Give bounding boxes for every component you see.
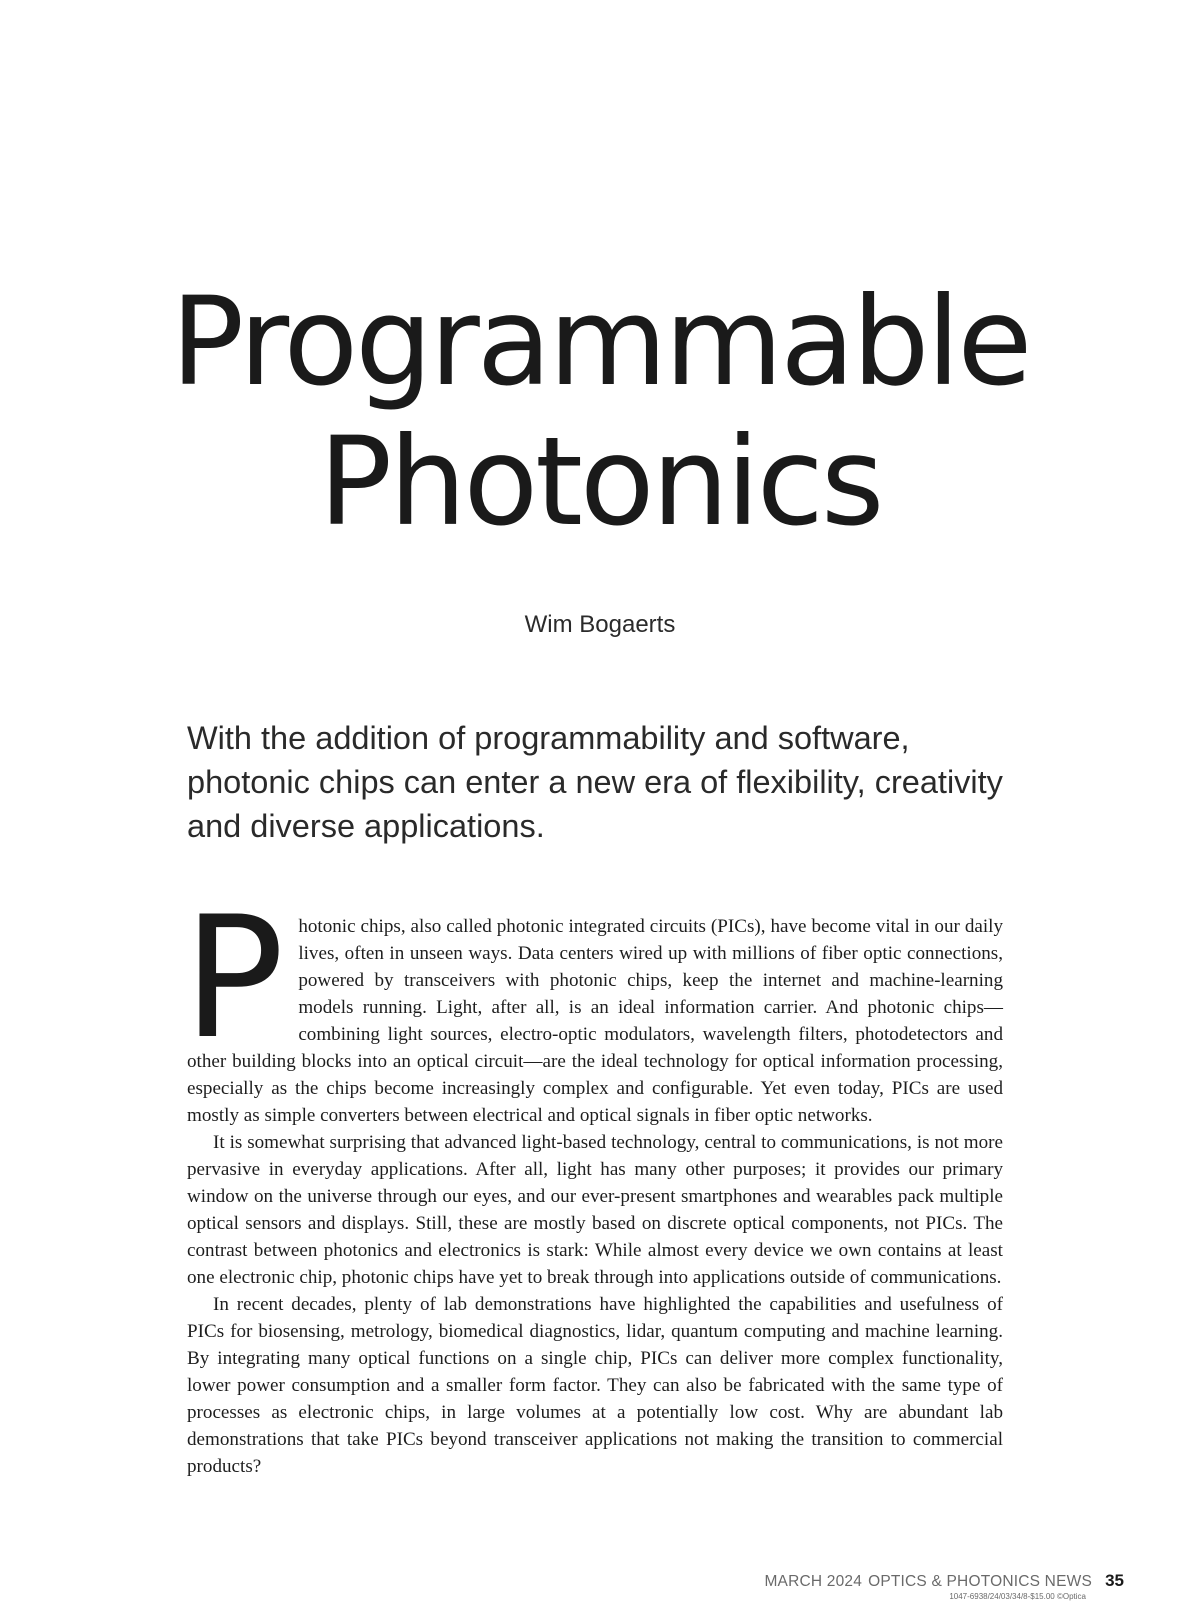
issn-line: 1047-6938/24/03/34/8-$15.00 ©Optica bbox=[949, 1592, 1086, 1601]
paragraph-2: It is somewhat surprising that advanced light-based technology, central to communications, is not more pervasive in everyday applications. After all, light has many other purposes; it provides our primary window on the universe through our eyes, and our ever-present smartphones and wearables pack multiple optical sensors and displays. Still, these are mostly based on discrete optical components, not PICs. The contrast between photonics and electronics is stark: While almost every device we own contains at least one electronic chip, photonic chips have yet to break through into applications outside of communications. bbox=[187, 1132, 1003, 1288]
article-title bbox=[0, 272, 1200, 552]
drop-cap: P bbox=[183, 880, 285, 1076]
paragraph-3: In recent decades, plenty of lab demonstrations have highlighted the capabilities and usefulness of PICs for biosensing, metrology, biomedical diagnostics, lidar, quantum computing and machine learning. By integrating many optical functions on a single chip, PICs can deliver more complex functionality, lower power consumption and a smaller form factor. They can also be fabricated with the same type of processes as electronic chips, in large volumes at a potentially low cost. Why are abundant lab demonstrations that take PICs beyond transceiver applications not making the transition to commercial products? bbox=[187, 1294, 1003, 1477]
paragraph-1 bbox=[183, 880, 1003, 1129]
page-number: 35 bbox=[1105, 1571, 1124, 1590]
author-byline: Wim Bogaerts bbox=[524, 611, 676, 638]
article-body bbox=[183, 880, 1003, 1480]
article-dek: With the addition of programmability and software, photonic chips can enter a new era of flexibility, creativity and diverse applications. bbox=[187, 720, 1003, 844]
title-line-2: Photonics bbox=[318, 411, 882, 553]
page-footer bbox=[764, 1573, 1092, 1591]
publication-name: OPTICS & PHOTONICS NEWS bbox=[868, 1573, 1092, 1590]
title-line-1: Programmable bbox=[170, 271, 1030, 413]
issue-date: MARCH 2024 bbox=[764, 1573, 863, 1590]
paragraph-1-text: hotonic chips, also called photonic integrated circuits (PICs), have become vital in our daily lives, often in unseen ways. Data centers wired up with millions of fiber optic connections, powered by transceivers with photonic chips, keep the internet and machine-learning models running. Light, after all, is an ideal information carrier. And photonic chips—combining light sources, electro-optic modulators, wavelength filters, photodetectors and other building blocks into an optical circuit—are the ideal technology for optical information processing, especially as the chips become increasingly complex and configurable. Yet even today, PICs are used mostly as simple converters between electrical and optical signals in fiber optic networks. bbox=[187, 916, 1003, 1126]
